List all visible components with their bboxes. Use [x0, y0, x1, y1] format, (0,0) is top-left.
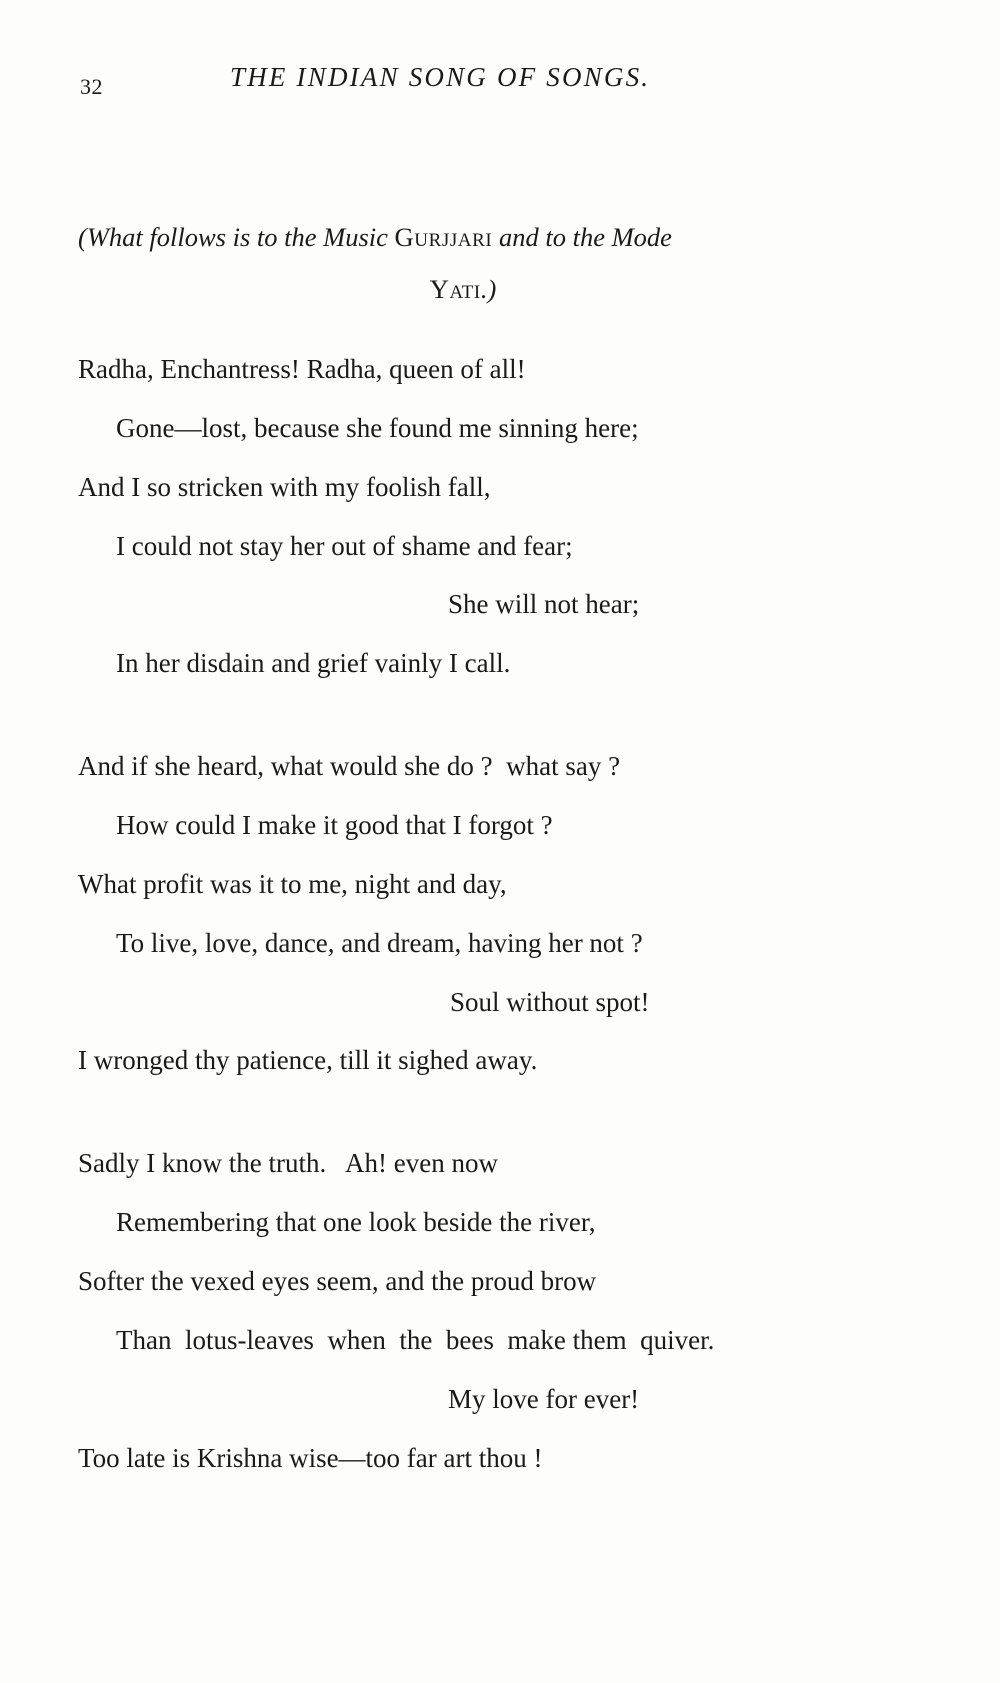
verse-line: Sadly I know the truth. Ah! even now [78, 1148, 498, 1179]
running-title: THE INDIAN SONG OF SONGS. [230, 62, 651, 92]
stage-direction-part3: .) [480, 273, 497, 304]
stage-direction-line2 [48, 264, 878, 316]
verse-line: I wronged thy patience, till it sighed away. [78, 1045, 538, 1076]
verse-line: Softer the vexed eyes seem, and the proud brow [78, 1266, 597, 1297]
stanza [78, 340, 948, 693]
stage-direction [78, 212, 878, 315]
verse-line: How could I make it good that I forgot ? [116, 810, 553, 841]
verse-line: She will not hear; [448, 589, 640, 620]
stage-direction-music-name: Gurjjari [394, 222, 493, 252]
stage-direction-part1: (What follows is to the Music [78, 222, 395, 252]
running-head [80, 62, 920, 108]
verse-line: And if she heard, what would she do ? what say ? [78, 751, 621, 782]
verse-body [78, 340, 948, 1487]
verse-line: Gone—lost, because she found me sinning here; [116, 412, 639, 443]
page-number: 32 [80, 74, 103, 99]
verse-line: Too late is Krishna wise—too far art thou ! [78, 1442, 543, 1473]
verse-line: My love for ever! [448, 1383, 640, 1414]
stanza [78, 737, 948, 1090]
verse-line: I could not stay her out of shame and fear; [116, 530, 573, 561]
verse-line: Soul without spot! [450, 986, 650, 1017]
verse-line: And I so stricken with my foolish fall, [78, 471, 491, 502]
verse-line: Than lotus-leaves when the bees make them quiver. [116, 1324, 715, 1355]
verse-line: In her disdain and grief vainly I call. [116, 648, 511, 679]
stage-direction-mode-name: Yati [429, 273, 481, 304]
verse-line: To live, love, dance, and dream, having her not ? [116, 927, 643, 958]
stage-direction-part2: and to the Mode [492, 222, 672, 252]
verse-line: What profit was it to me, night and day, [78, 868, 507, 899]
verse-line: Remembering that one look beside the river, [116, 1207, 596, 1238]
stanza [78, 1134, 948, 1487]
verse-line: Radha, Enchantress! Radha, queen of all! [78, 354, 526, 384]
